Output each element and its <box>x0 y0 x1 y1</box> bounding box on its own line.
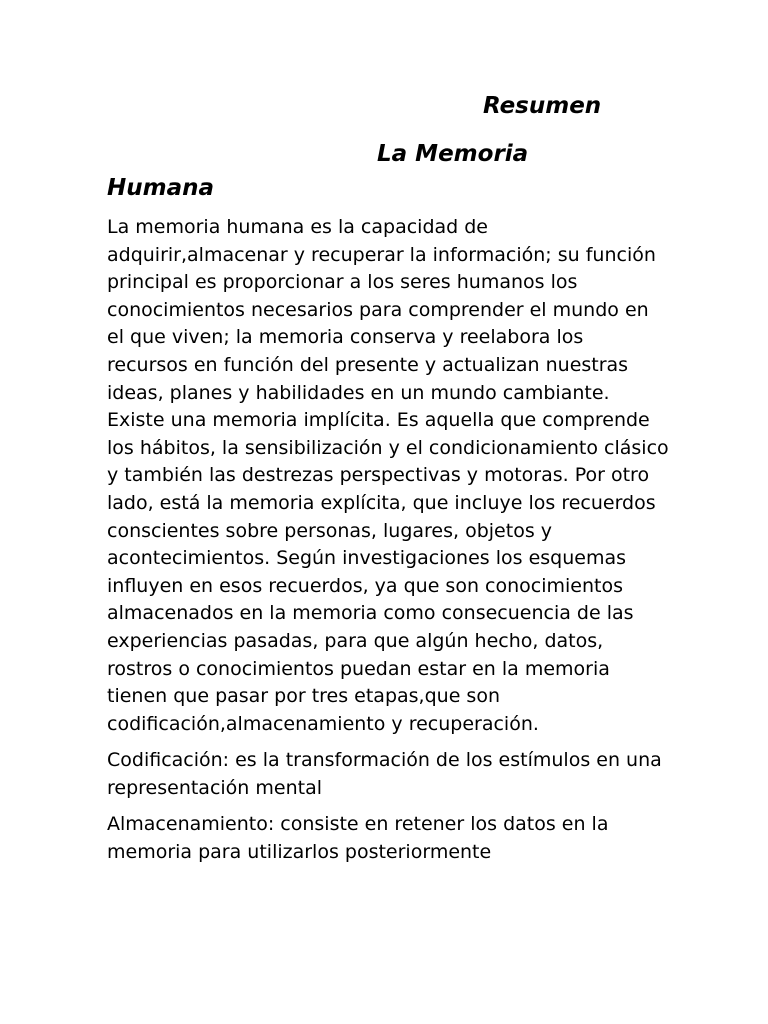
paragraph-codificacion: Codificación: es la transformación de los estímulos en una representación mental <box>107 749 662 799</box>
document-body <box>107 214 669 876</box>
document-subtitle: La Memoria Humana <box>107 141 529 201</box>
paragraph-intro: La memoria humana es la capacidad de adquirir,almacenar y recuperar la información; su función principal es proporcionar a los seres humanos los conocimientos necesarios para comprender el mundo en el que viven; la memoria conserva y reelabora los recursos en función del presente y actualizan nuestras ideas, planes y habilidades en un mundo cambiante. Existe una memoria implícita. Es aquella que comprende los hábitos, la sensibilización y el condicionamiento clásico y también las destrezas perspectivas y motoras. Por otro lado, está la memoria explícita, que incluye los recuerdos conscientes sobre personas, lugares, objetos y acontecimientos. Según investigaciones los esquemas influyen en esos recuerdos, ya que son conocimientos almacenados en la memoria como consecuencia de las experiencias pasadas, para que algún hecho, datos, rostros o conocimientos puedan estar en la memoria tienen que pasar por tres etapas,que son codificación,almacenamiento y recuperación. <box>107 216 669 735</box>
document-title: Resumen <box>483 93 602 119</box>
paragraph-almacenamiento: Almacenamiento: consiste en retener los datos en la memoria para utilizarlos posteriormente <box>107 813 609 864</box>
